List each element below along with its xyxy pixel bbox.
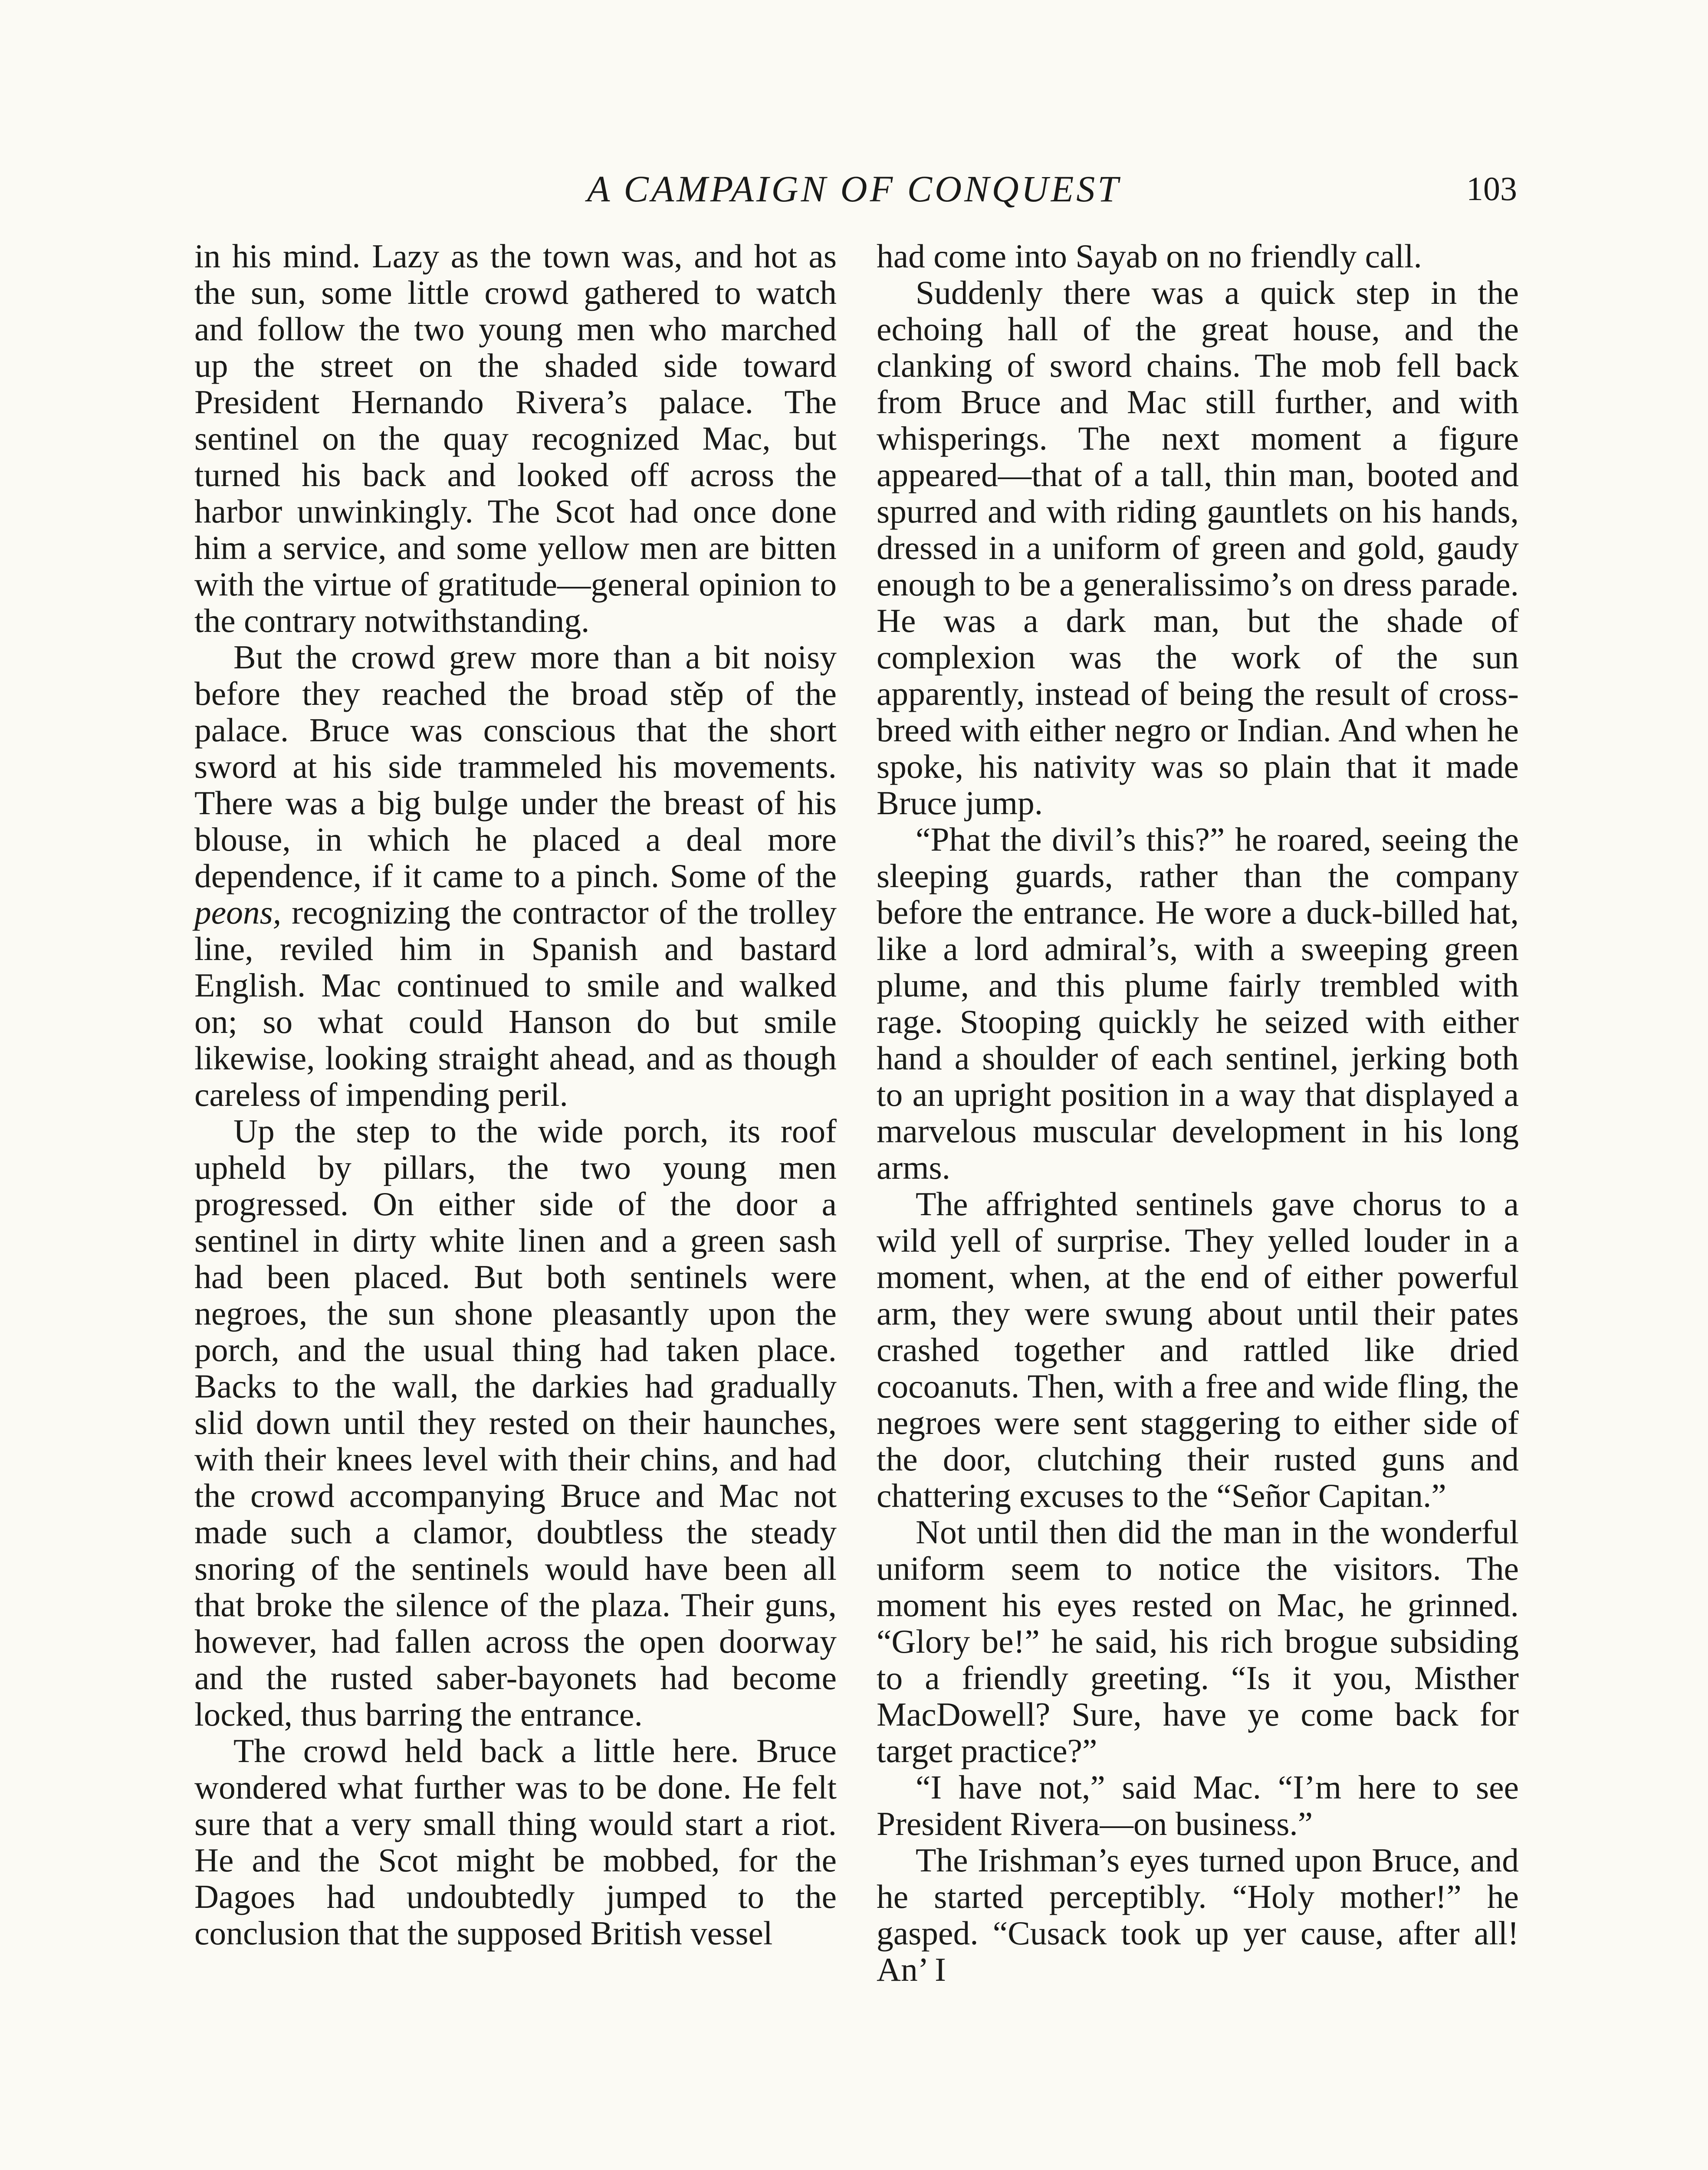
paragraph: The affrighted sentinels gave chorus to a wild yell of surprise. They yelled louder in a moment, when, at the end of either powerful arm, they were swung about until their pates crashed together and rattled like dried cocoanuts. Then, with a free and wide fling, the negroes were sent staggering to either side of the door, clutching their rusted guns and chattering excuses to the “Señor Capitan.” [877,1185,1519,1514]
page-header [191,165,1517,213]
paragraph: Not until then did the man in the wonderful uniform seem to notice the visitors. The moment his eyes rested on Mac, he grinned. “Glory be!” he said, his rich brogue subsiding to a friendly greeting. “Is it you, Misther MacDowell? Sure, have ye come back for target practice?” [877,1513,1519,1769]
paragraph: “Phat the divil’s this?” he roared, seeing the sleeping guards, rather than the company before the entrance. He wore a duck-billed hat, like a lord admiral’s, with a sweeping green plume, and this plume fairly trembled with rage. Stooping quickly he seized with either hand a shoulder of each sentinel, jerking both to an upright position in a way that displayed a marvelous muscular development in his long arms. [877,821,1519,1186]
running-title: A CAMPAIGN OF CONQUEST [587,168,1121,210]
left-column [194,238,837,1951]
paragraph: The crowd held back a little here. Bruce wondered what further was to be done. He felt sure that a very small thing would start a riot. He and the Scot might be mobbed, for the Dagoes had undoubtedly jumped to the conclusion that the supposed British vessel [194,1732,837,1952]
right-column [877,238,1519,1988]
paragraph: “I have not,” said Mac. “I’m here to see President Rivera—on business.” [877,1769,1519,1842]
paragraph: had come into Sayab on no friendly call. [877,237,1422,275]
paragraph: Suddenly there was a quick step in the echoing hall of the great house, and the clanking of sword chains. The mob fell back from Bruce and Mac still further, and with whisperings. The next moment a figure appeared—that of a tall, thin man, booted and spurred and with riding gauntlets on his hands, dressed in a uniform of green and gold, gaudy enough to be a generalissimo’s on dress parade. He was a dark man, but the shade of complexion was the work of the sun apparently, instead of being the result of cross-breed with either negro or Indian. And when he spoke, his nativity was so plain that it made Bruce jump. [877,274,1519,822]
paragraph [194,639,837,1113]
paragraph-text: But the crowd grew more than a bit noisy before they reached the broad stěp of the palace. Bruce was conscious that the short sword at his side trammeled his movements. There was a big bulge under the breast of his blouse, in which he placed a deal more dependence, if it came to a pinch. Some of the [194,638,837,894]
paragraph-text: recognizing the contractor of the trolley line, reviled him in Spanish and bastard English. Mac continued to smile and walked on; so what could Hanson do but smile likewise, looking straight ahead, and as though careless of impending peril. [194,894,837,1113]
page-number: 103 [1466,170,1517,207]
paragraph: The Irishman’s eyes turned upon Bruce, and he started perceptibly. “Holy mother!” he gasped. “Cusack took up yer cause, after all! An’ I [877,1841,1519,1988]
paragraph: Up the step to the wide porch, its roof upheld by pillars, the two young men progressed. On either side of the door a sentinel in dirty white linen and a green sash had been placed. But both sentinels were negroes, the sun shone pleasantly upon the porch, and the usual thing had taken place. Backs to the wall, the darkies had gradually slid down until they rested on their haunches, with their knees level with their chins, and had the crowd accompanying Bruce and Mac not made such a clamor, doubtless the steady snoring of the sentinels would have been all that broke the silence of the plaza. Their guns, however, had fallen across the open doorway and the rusted saber-bayonets had become locked, thus barring the entrance. [194,1112,837,1733]
italic-word: peons, [194,894,282,931]
paragraph: in his mind. Lazy as the town was, and hot as the sun, some little crowd gathered to watch and follow the two young men who marched up the street on the shaded side toward President Hernando Rivera’s palace. The sentinel on the quay recognized Mac, but turned his back and looked off across the harbor unwinkingly. The Scot had once done him a service, and some yellow men are bitten with the virtue of gratitude—general opinion to the contrary notwithstanding. [194,237,837,639]
